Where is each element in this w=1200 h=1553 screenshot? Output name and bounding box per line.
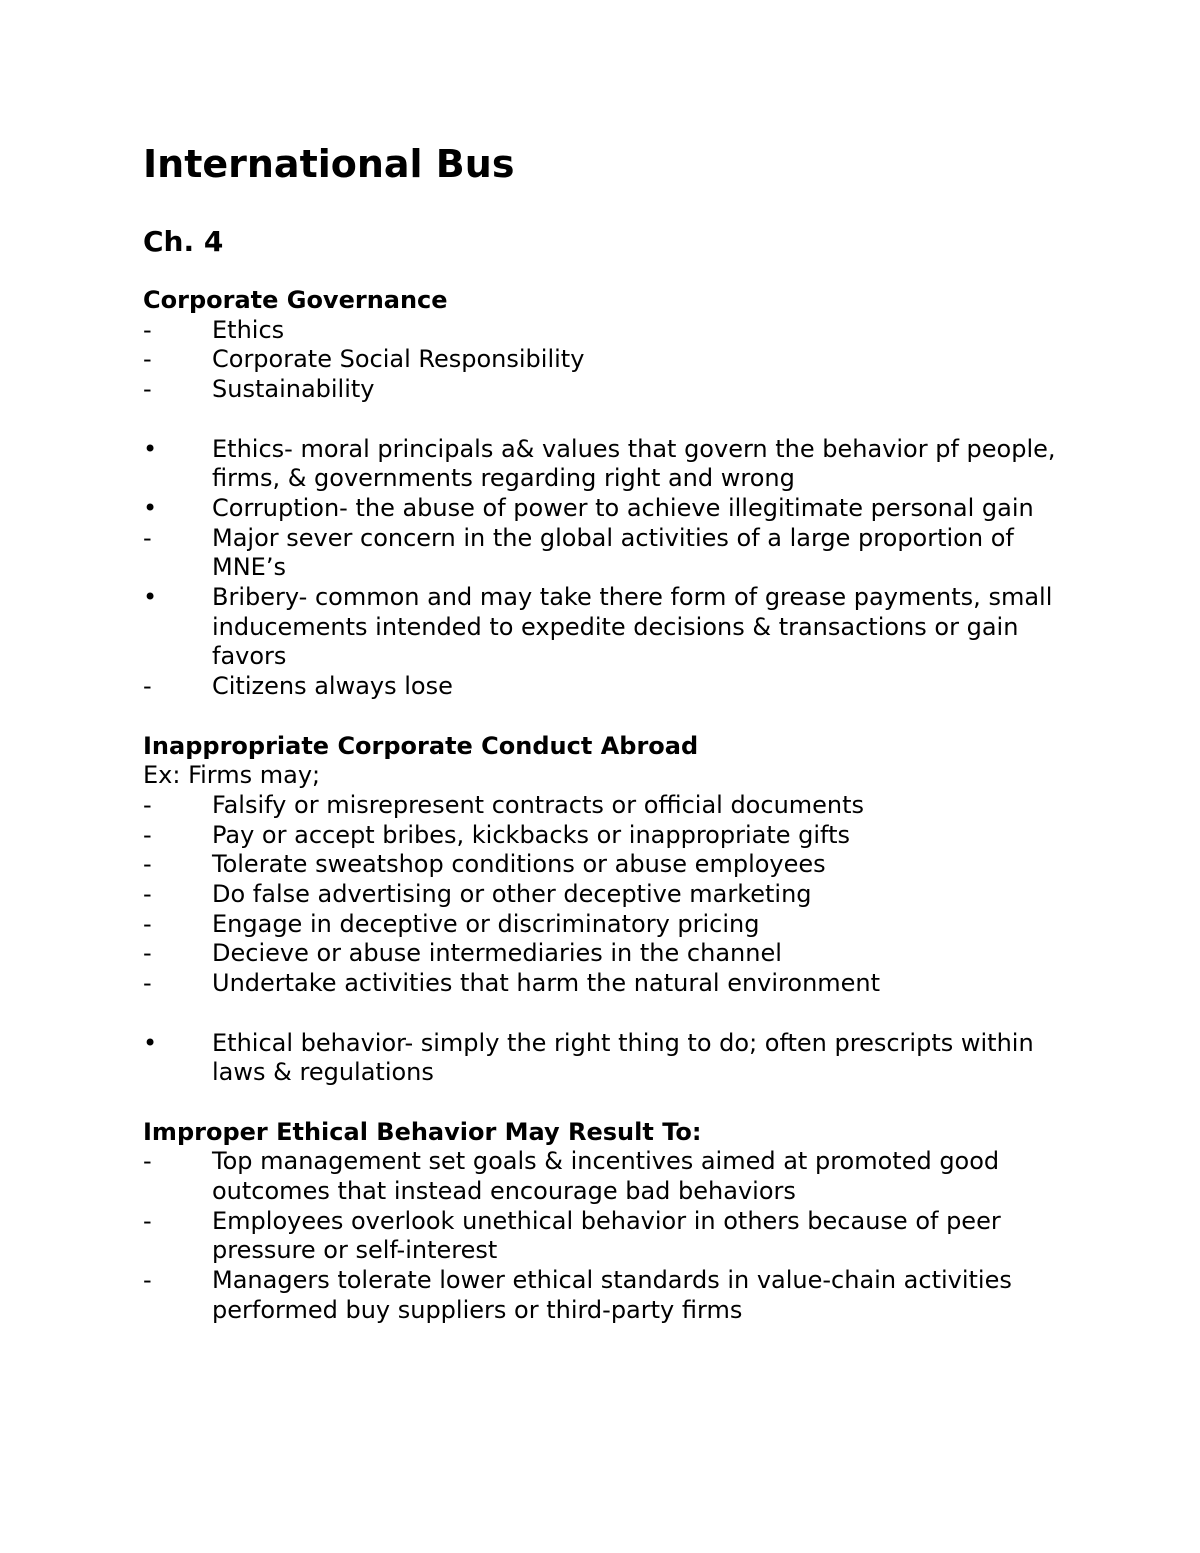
list-item <box>143 1207 1063 1266</box>
document-body <box>143 140 1063 1326</box>
dash-marker: - <box>143 672 152 701</box>
list-item-text: Undertake activities that harm the natural environment <box>212 969 881 998</box>
list-item <box>143 375 1063 405</box>
list-item <box>143 969 1063 999</box>
list-item-text: Ethical behavior- simply the right thing to do; often prescripts within laws & regulations <box>212 1028 1034 1087</box>
section-heading: Corporate Governance <box>143 286 448 314</box>
section-inappropriate-conduct <box>143 732 1063 999</box>
list-item-text: Corruption- the abuse of power to achieve illegitimate personal gain <box>212 493 1034 522</box>
list-item <box>143 672 1063 702</box>
list-item <box>143 821 1063 851</box>
list-item-text: Managers tolerate lower ethical standards in value-chain activities performed buy suppliers or third-party firms <box>212 1266 1012 1324</box>
bullet-marker: • <box>143 493 158 522</box>
list-item <box>143 939 1063 969</box>
list-item <box>143 910 1063 940</box>
bullet-marker: • <box>143 1028 158 1057</box>
dash-marker: - <box>143 345 152 374</box>
dash-marker: - <box>143 820 152 849</box>
list-item-text: Engage in deceptive or discriminatory pricing <box>212 909 760 938</box>
dash-marker: - <box>143 969 152 998</box>
list-item <box>143 1147 1063 1206</box>
list-item <box>143 1029 1063 1088</box>
chapter-heading: Ch. 4 <box>143 225 224 258</box>
list-item <box>143 316 1063 346</box>
dash-marker: - <box>143 1266 152 1295</box>
dash-marker: - <box>143 880 152 909</box>
section-ethics-definitions <box>143 435 1063 702</box>
section-ethical-behavior <box>143 1029 1063 1088</box>
section-improper-ethical-behavior <box>143 1118 1063 1326</box>
list-item-text: Corporate Social Responsibility <box>212 345 585 374</box>
list-item-text: Top management set goals & incentives aimed at promoted good outcomes that instead encourage bad behaviors <box>212 1147 1000 1206</box>
list-item-text: Ethics <box>212 315 285 344</box>
list-item-text: Bribery- common and may take there form of grease payments, small inducements intended to expedite decisions & transactions or gain favors <box>212 583 1053 671</box>
section-heading: Inappropriate Corporate Conduct Abroad <box>143 731 699 760</box>
document-title: International Bus <box>143 142 515 186</box>
list-item-text: Employees overlook unethical behavior in others because of peer pressure or self-interest <box>212 1206 1001 1265</box>
list-item <box>143 435 1063 494</box>
list-item-text: Sustainability <box>212 375 375 404</box>
dash-marker: - <box>143 523 152 552</box>
list-item-text: Tolerate sweatshop conditions or abuse employees <box>212 850 826 879</box>
dash-marker: - <box>143 850 152 879</box>
list-item <box>143 1266 1063 1325</box>
list-item-text: Pay or accept bribes, kickbacks or inappropriate gifts <box>212 820 850 849</box>
dash-marker: - <box>143 939 152 968</box>
dash-marker: - <box>143 375 152 404</box>
list-item <box>143 345 1063 375</box>
list-item <box>143 583 1063 672</box>
list-item-text: Decieve or abuse intermediaries in the channel <box>212 939 782 968</box>
bullet-marker: • <box>143 583 158 612</box>
dash-marker: - <box>143 1147 152 1176</box>
list-item <box>143 791 1063 821</box>
section-heading: Improper Ethical Behavior May Result To: <box>143 1117 702 1146</box>
list-item <box>143 880 1063 910</box>
section-corporate-governance <box>143 286 1063 405</box>
section-intro: Ex: Firms may; <box>143 761 321 790</box>
list-item <box>143 494 1063 524</box>
dash-marker: - <box>143 1206 152 1235</box>
list-item-text: Citizens always lose <box>212 672 453 701</box>
bullet-marker: • <box>143 434 158 463</box>
list-item-text: Ethics- moral principals a& values that govern the behavior pf people, firms, & governments regarding right and wrong <box>212 434 1056 493</box>
list-item-text: Major sever concern in the global activities of a large proportion of MNE’s <box>212 523 1014 582</box>
list-item <box>143 850 1063 880</box>
list-item-text: Falsify or misrepresent contracts or official documents <box>212 790 865 819</box>
dash-marker: - <box>143 790 152 819</box>
dash-marker: - <box>143 315 152 344</box>
dash-marker: - <box>143 909 152 938</box>
list-item-text: Do false advertising or other deceptive marketing <box>212 880 812 909</box>
list-item <box>143 524 1063 583</box>
